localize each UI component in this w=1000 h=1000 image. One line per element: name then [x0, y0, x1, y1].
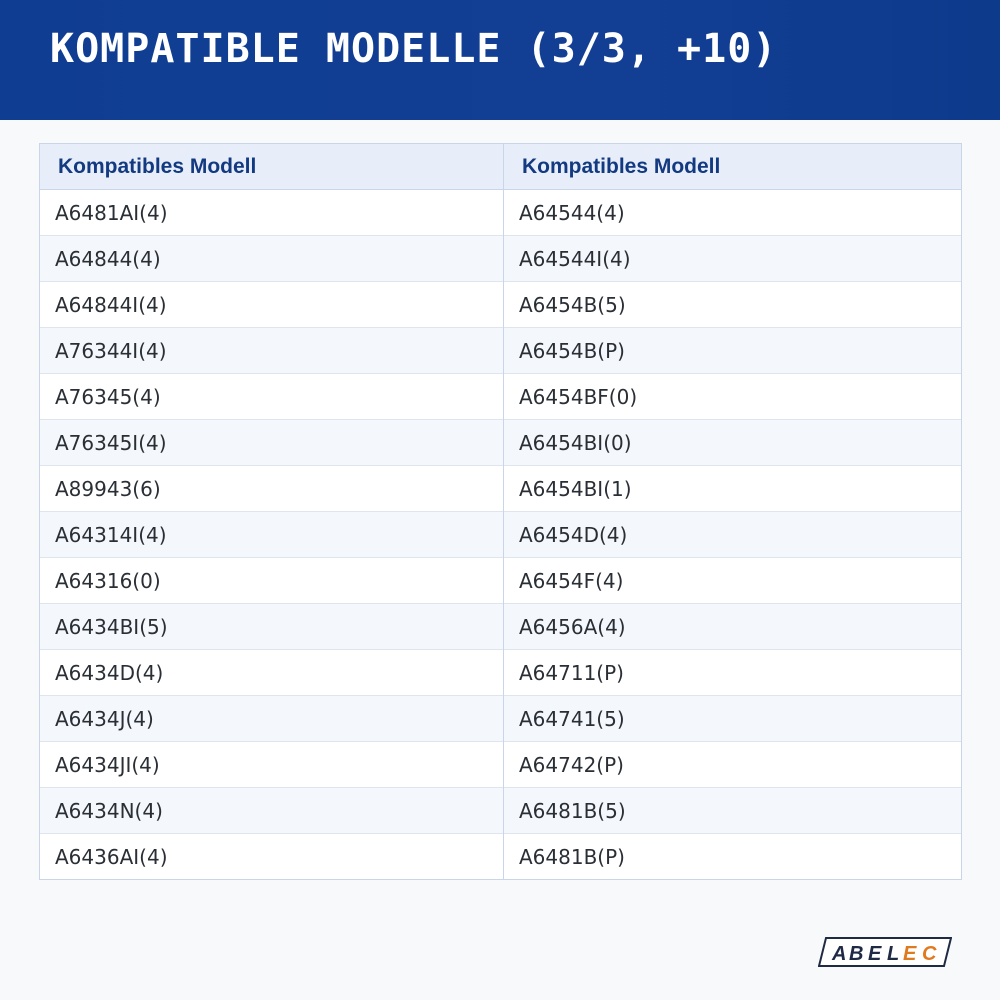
logo-letter-b: B [849, 943, 864, 965]
table-cell: A6456A(4) [504, 604, 962, 650]
table-row [40, 742, 961, 788]
table-cell: A6434N(4) [40, 788, 504, 834]
table-row [40, 604, 961, 650]
table-cell: A6434BI(5) [40, 604, 504, 650]
table-row [40, 190, 961, 236]
table-cell: A6434D(4) [40, 650, 504, 696]
table-cell: A76344I(4) [40, 328, 504, 374]
table-row [40, 374, 961, 420]
header-banner [0, 0, 1000, 120]
table-cell: A64544(4) [504, 190, 962, 236]
table-cell: A64316(0) [40, 558, 504, 604]
table-cell: A6434J(4) [40, 696, 504, 742]
table-cell: A6454F(4) [504, 558, 962, 604]
table-row [40, 650, 961, 696]
page-title: KOMPATIBLE MODELLE (3/3, +10) [50, 26, 778, 72]
table-row [40, 696, 961, 742]
table-cell: A89943(6) [40, 466, 504, 512]
table-row [40, 558, 961, 604]
table-header-row [40, 144, 961, 190]
column-header: Kompatibles Modell [40, 144, 504, 190]
table-cell: A64711(P) [504, 650, 962, 696]
table-row [40, 282, 961, 328]
table-row [40, 788, 961, 834]
table-cell: A64844I(4) [40, 282, 504, 328]
abelec-logo [818, 937, 952, 967]
table-cell: A64844(4) [40, 236, 504, 282]
table-cell: A6436AI(4) [40, 834, 504, 880]
logo-letter-c: C [922, 943, 937, 965]
table-row [40, 512, 961, 558]
logo-letter-e2: E [903, 943, 917, 965]
table-row [40, 466, 961, 512]
table-cell: A6481B(5) [504, 788, 962, 834]
table-row [40, 236, 961, 282]
logo-letter-l: L [887, 943, 900, 965]
table-row [40, 420, 961, 466]
table-row [40, 834, 961, 880]
table-cell: A64314I(4) [40, 512, 504, 558]
table-cell: A64742(P) [504, 742, 962, 788]
table-cell: A6454BI(0) [504, 420, 962, 466]
table-cell: A6481B(P) [504, 834, 962, 880]
table-cell: A64544I(4) [504, 236, 962, 282]
table-cell: A6454B(5) [504, 282, 962, 328]
table-cell: A6454BF(0) [504, 374, 962, 420]
table-cell: A64741(5) [504, 696, 962, 742]
table-row [40, 328, 961, 374]
table-cell: A76345I(4) [40, 420, 504, 466]
logo-letter-e: E [868, 943, 882, 965]
logo-letter-a: A [832, 943, 847, 965]
table-cell: A76345(4) [40, 374, 504, 420]
models-table [40, 144, 961, 879]
column-header: Kompatibles Modell [504, 144, 962, 190]
table-cell: A6481AI(4) [40, 190, 504, 236]
models-table-container [39, 143, 962, 880]
table-cell: A6454BI(1) [504, 466, 962, 512]
table-cell: A6454D(4) [504, 512, 962, 558]
table-cell: A6434JI(4) [40, 742, 504, 788]
table-cell: A6454B(P) [504, 328, 962, 374]
